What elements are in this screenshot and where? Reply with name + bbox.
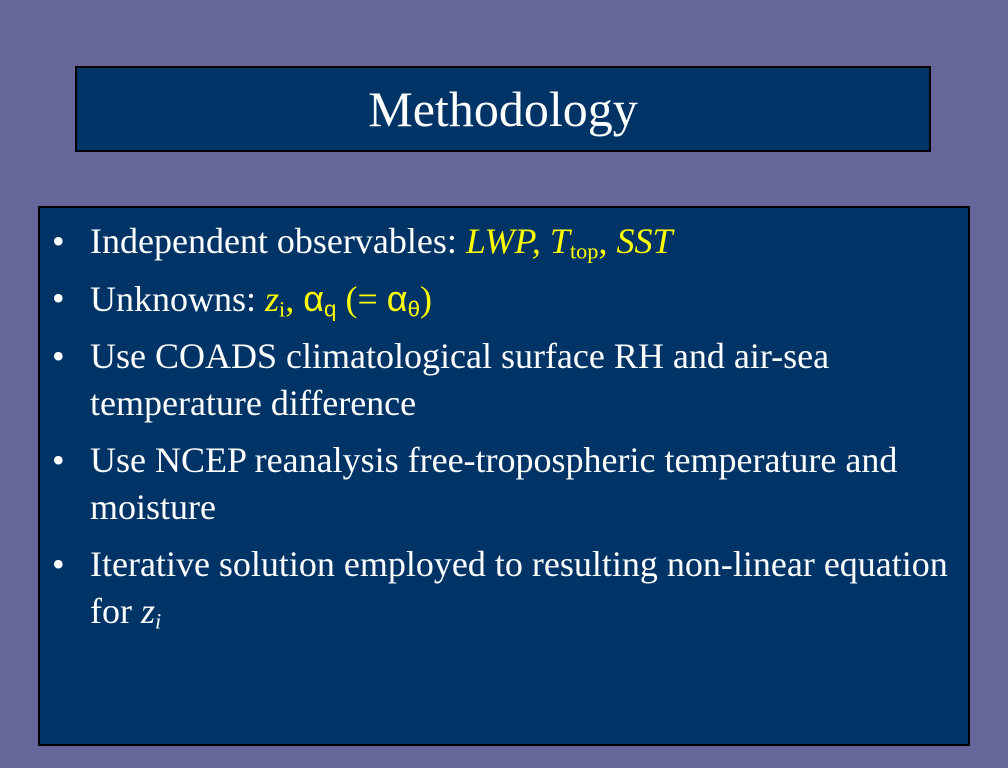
unknown-alpha: α <box>303 278 325 319</box>
unknowns-paren-close: ) <box>420 279 432 319</box>
iterative-z: z <box>140 591 155 631</box>
unknown-alpha-subscript: q <box>324 296 337 322</box>
bullet-ncep <box>52 437 950 531</box>
bullet-list <box>52 218 950 645</box>
bullet-marker: • <box>52 336 65 376</box>
observable-lwp: LWP, <box>465 221 550 261</box>
coads-text: Use COADS climatological surface RH and air-sea temperature difference <box>90 336 830 423</box>
observable-t: T <box>549 221 570 261</box>
observable-t-subscript: top <box>569 238 599 264</box>
ncep-text: Use NCEP reanalysis free-tropospheric temperature and moisture <box>90 440 898 527</box>
bullet-marker: • <box>52 278 65 318</box>
unknowns-comma: , <box>285 279 304 319</box>
unknowns-paren-open: (= <box>336 279 387 319</box>
observables-comma: , <box>598 221 617 261</box>
bullet-unknowns <box>52 275 950 323</box>
bullet-observables <box>52 218 950 265</box>
bullet-marker: • <box>52 440 65 480</box>
slide-title: Methodology <box>368 81 638 137</box>
unknown-z: z <box>265 279 280 319</box>
bullet-iterative <box>52 541 950 635</box>
unknown-alpha-theta-subscript: θ <box>407 296 420 322</box>
bullet-marker: • <box>52 221 65 261</box>
iterative-lead: Iterative solution employed to resulting non-linear equation for <box>90 544 948 631</box>
bullet-coads <box>52 333 950 427</box>
observables-lead: Independent observables: <box>90 221 466 261</box>
unknown-alpha-theta: α <box>386 278 408 319</box>
title-box <box>75 66 931 152</box>
observable-sst: SST <box>616 221 673 261</box>
unknown-z-subscript: i <box>279 296 286 322</box>
bullet-marker: • <box>52 544 65 584</box>
content-panel <box>38 206 970 746</box>
unknowns-lead: Unknowns: <box>90 279 266 319</box>
iterative-z-subscript: i <box>155 608 162 634</box>
